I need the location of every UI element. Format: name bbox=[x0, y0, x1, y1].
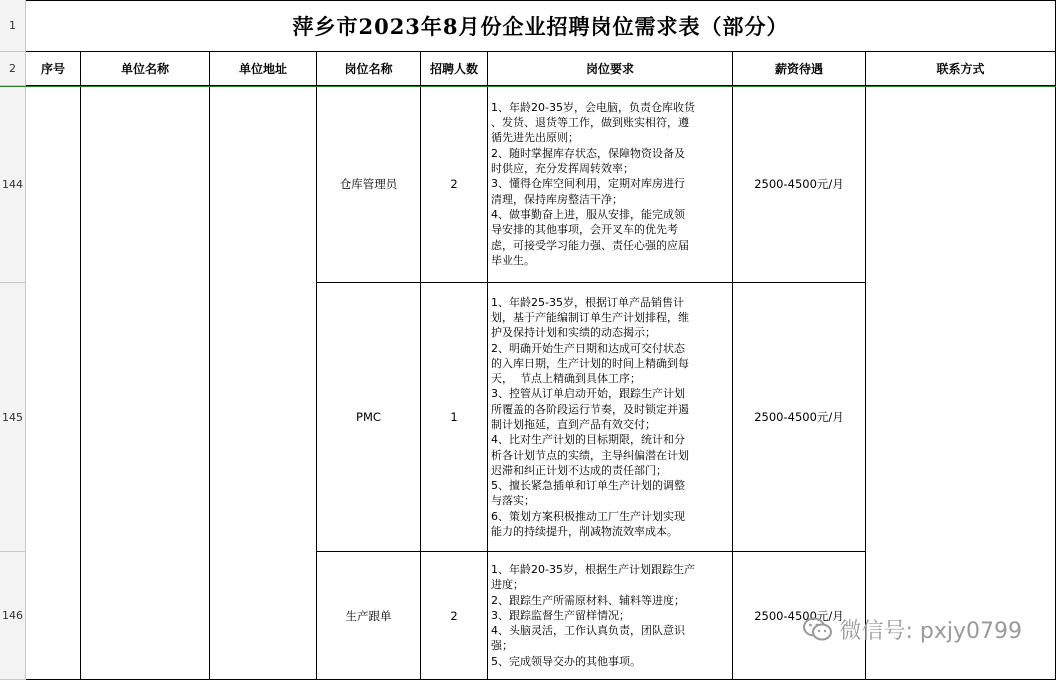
count-cell[interactable]: 2 bbox=[421, 86, 488, 283]
requirement-line: 3、控管从订单启动开始，跟踪生产计划 bbox=[491, 387, 685, 401]
requirement-line: 与落实； bbox=[491, 494, 535, 508]
requirements-cell[interactable] bbox=[488, 86, 733, 283]
wechat-icon bbox=[803, 617, 833, 643]
salary-cell[interactable]: 2500-4500元/月 bbox=[733, 283, 866, 552]
requirements-cell[interactable] bbox=[488, 552, 733, 680]
header-seq[interactable]: 序号 bbox=[26, 52, 81, 86]
watermark-text: 微信号: pxjy0799 bbox=[839, 619, 1022, 644]
requirement-line: 、发货、退货等工作，做到账实相符，遵 bbox=[491, 116, 689, 130]
position-cell[interactable]: 仓库管理员 bbox=[317, 86, 421, 283]
row-number-2[interactable]: 2 bbox=[0, 52, 26, 86]
row-number-1[interactable]: 1 bbox=[0, 0, 26, 52]
requirement-line: 迟滞和纠正计划不达成的责任部门； bbox=[491, 463, 667, 477]
requirement-line: 2、跟踪生产所需原材料、辅料等进度； bbox=[491, 593, 685, 607]
sheet-title[interactable]: 萍乡市2023年8月份企业招聘岗位需求表（部分） bbox=[26, 0, 1056, 52]
requirements-cell[interactable] bbox=[488, 283, 733, 552]
count-cell[interactable]: 2 bbox=[421, 552, 488, 680]
requirement-line: 划，基于产能编制订单生产计划排程，维 bbox=[491, 310, 689, 324]
requirement-line: 能力的持续提升，削减物流效率成本。 bbox=[491, 525, 678, 539]
requirement-line: 护及保持计划和实绩的动态揭示； bbox=[491, 326, 656, 340]
row-number-146[interactable]: 146 bbox=[0, 552, 26, 680]
requirement-line: 4、比对生产计划的目标期限，统计和分 bbox=[491, 433, 685, 447]
requirement-line: 毕业生。 bbox=[491, 253, 535, 267]
seq-merged-cell[interactable] bbox=[26, 86, 81, 680]
requirement-line: 5、擅长紧急插单和订单生产计划的调整 bbox=[491, 479, 685, 493]
salary-cell[interactable]: 2500-4500元/月 bbox=[733, 552, 866, 680]
address-merged-cell[interactable] bbox=[210, 86, 317, 680]
requirement-line: 清理，保持库房整洁干净； bbox=[491, 192, 623, 206]
count-cell[interactable]: 1 bbox=[421, 283, 488, 552]
requirement-line: 5、完成领导交办的其他事项。 bbox=[491, 654, 641, 668]
requirement-line: 虑，可接受学习能力强、责任心强的应届 bbox=[491, 238, 689, 252]
requirement-line: 4、头脑灵活，工作认真负责，团队意识 bbox=[491, 624, 685, 638]
requirement-line: 6、策划方案积极推动工厂生产计划实现 bbox=[491, 509, 685, 523]
header-count[interactable]: 招聘人数 bbox=[421, 52, 488, 86]
requirement-line: 导安排的其他事项，会开叉车的优先考 bbox=[491, 223, 678, 237]
header-company[interactable]: 单位名称 bbox=[81, 52, 210, 86]
requirement-line: 的入库日期，生产计划的时间上精确到每 bbox=[491, 356, 689, 370]
row-divider bbox=[0, 86, 1056, 87]
requirement-line: 2、随时掌握库存状态，保障物资设备及 bbox=[491, 146, 685, 160]
header-contact[interactable]: 联系方式 bbox=[866, 52, 1056, 86]
requirement-line: 2、明确开始生产日期和达成可交付状态 bbox=[491, 341, 685, 355]
requirement-line: 所覆盖的各阶段运行节奏，及时锁定并遏 bbox=[491, 402, 689, 416]
contact-merged-cell[interactable] bbox=[866, 86, 1056, 680]
requirement-line: 4、做事勤奋上进，服从安排，能完成领 bbox=[491, 207, 685, 221]
requirement-line: 析各计划节点的实绩，主导纠偏潜在计划 bbox=[491, 448, 689, 462]
header-salary[interactable]: 薪资待遇 bbox=[733, 52, 866, 86]
requirement-line: 天， 节点上精确到具体工序； bbox=[491, 372, 641, 386]
requirement-line: 1、年龄20-35岁，根据生产计划跟踪生产 bbox=[491, 562, 695, 576]
requirement-line: 进度； bbox=[491, 578, 524, 592]
watermark bbox=[803, 614, 1022, 645]
salary-cell[interactable]: 2500-4500元/月 bbox=[733, 86, 866, 283]
header-address[interactable]: 单位地址 bbox=[210, 52, 317, 86]
row-number-145[interactable]: 145 bbox=[0, 283, 26, 552]
row-number-144[interactable]: 144 bbox=[0, 86, 26, 283]
requirement-line: 循先进先出原则； bbox=[491, 131, 579, 145]
position-cell[interactable]: PMC bbox=[317, 283, 421, 552]
requirement-line: 时供应，充分发挥周转效率； bbox=[491, 162, 634, 176]
requirement-line: 1、年龄20-35岁，会电脑，负责仓库收货 bbox=[491, 100, 695, 114]
header-requirements[interactable]: 岗位要求 bbox=[488, 52, 733, 86]
requirement-line: 3、懂得仓库空间利用，定期对库房进行 bbox=[491, 177, 685, 191]
requirement-line: 强； bbox=[491, 639, 513, 653]
company-merged-cell[interactable] bbox=[81, 86, 210, 680]
requirement-line: 3、跟踪监督生产留样情况； bbox=[491, 608, 630, 622]
requirement-line: 1、年龄25-35岁，根据订单产品销售计 bbox=[491, 295, 684, 309]
position-cell[interactable]: 生产跟单 bbox=[317, 552, 421, 680]
header-position[interactable]: 岗位名称 bbox=[317, 52, 421, 86]
requirement-line: 制计划拖延，直到产品有效交付； bbox=[491, 418, 656, 431]
